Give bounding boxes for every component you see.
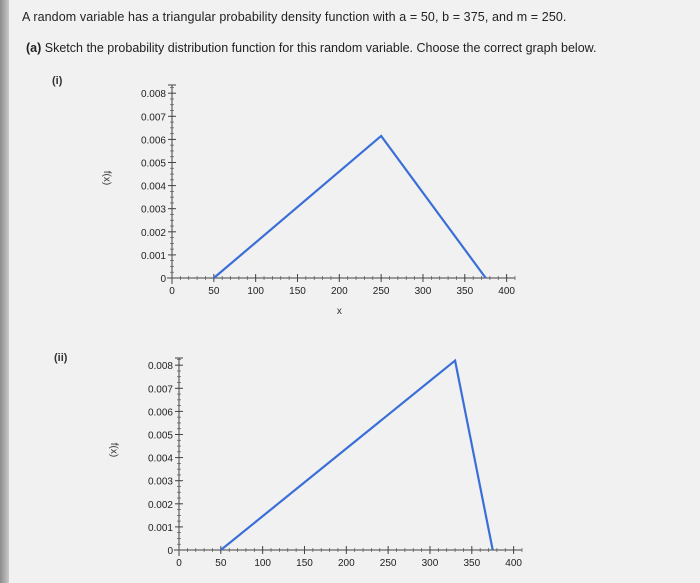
y-tick-label: 0.002	[140, 227, 166, 239]
y-tick-label: 0.001	[140, 250, 166, 262]
x-tick-label: 200	[337, 558, 355, 569]
x-tick-label: 350	[463, 558, 481, 569]
density-line	[214, 136, 486, 278]
x-axis-label: x	[336, 306, 342, 317]
x-tick-label: 50	[208, 286, 220, 297]
x-tick-label: 250	[372, 286, 390, 297]
y-tick-label: 0.008	[147, 361, 173, 373]
y-tick-label: 0.004	[140, 181, 166, 193]
y-tick-label: 0.002	[147, 499, 173, 511]
x-tick-label: 0	[169, 286, 175, 297]
x-tick-label: 350	[456, 286, 474, 297]
part-a-prompt	[26, 41, 596, 55]
part-a-label: (a)	[26, 41, 42, 55]
x-tick-label: 100	[247, 286, 265, 297]
x-tick-label: 300	[421, 558, 439, 569]
x-tick-label: 300	[414, 286, 432, 297]
x-tick-label: 400	[498, 286, 515, 297]
y-tick-label: 0.005	[140, 158, 166, 170]
y-tick-label: 0.006	[147, 407, 173, 419]
y-tick-label: 0.007	[140, 112, 166, 124]
y-axis-label: f(x)	[101, 170, 112, 186]
y-tick-label: 0.003	[147, 476, 173, 488]
x-tick-label: 100	[254, 558, 272, 569]
y-tick-label: 0.007	[147, 384, 173, 396]
option-i-label[interactable]: (i)	[52, 75, 63, 87]
y-tick-label: 0.008	[140, 89, 166, 101]
y-tick-label: 0.001	[147, 522, 173, 534]
x-tick-label: 400	[505, 558, 522, 569]
x-tick-label: 0	[176, 558, 182, 569]
question-text: A random variable has a triangular probability density function with a = 50, b = 375, and m = 250.	[22, 10, 567, 24]
y-tick-label: 0.006	[140, 135, 166, 147]
x-tick-label: 150	[296, 558, 313, 569]
y-tick-label: 0.003	[140, 204, 166, 216]
y-tick-label: 0	[167, 546, 173, 557]
x-tick-label: 150	[289, 286, 306, 297]
x-tick-label: 50	[215, 558, 227, 569]
density-line	[221, 361, 493, 550]
y-tick-label: 0.004	[147, 453, 173, 465]
graph-option-ii[interactable]	[60, 352, 540, 577]
x-tick-label: 200	[330, 286, 348, 297]
window-edge	[0, 0, 9, 583]
y-tick-label: 0	[160, 274, 166, 285]
y-tick-label: 0.005	[147, 430, 173, 442]
graph-option-i[interactable]	[60, 74, 540, 324]
y-axis-label: f(x)	[108, 442, 119, 458]
option-ii-label[interactable]: (ii)	[54, 352, 68, 364]
x-tick-label: 250	[379, 558, 397, 569]
part-a-text: Sketch the probability distribution function for this random variable. Choose the correct graph below.	[44, 41, 597, 55]
